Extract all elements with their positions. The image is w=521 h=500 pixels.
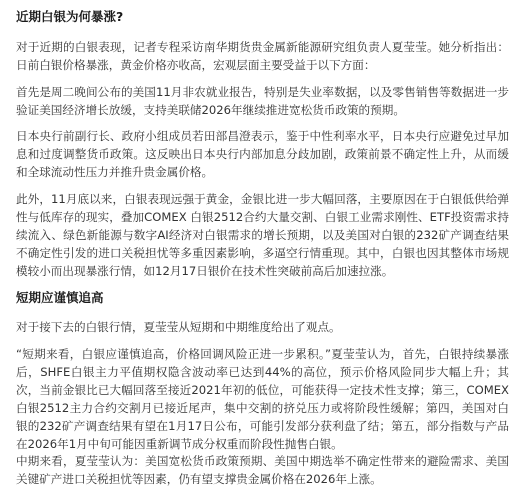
paragraph-mid-term: 中期来看，夏莹莹认为：美国宽松货币政策预期、美国中期选举不确定性带来的避险需求、美国关键矿产进口关税担忧等因素，仍有望支撑贵金属价格在2026年上涨。 — [16, 454, 509, 486]
paragraph-silver-vs-gold: 此外，11月底以来，白银表现远强于黄金，金银比进一步大幅回落，主要原因在于白银低供给弹性与低库存的现实，叠加COMEX 白银2512合约大量交割、白银工业需求刚性、ETF投资需求持续流入、绿色新能源与数字AI经济对白银需求的增长预期，以及美国对白银的232矿产调查结果不确定性引发的进口关税担忧等多重因素影响，多逼空行情重现。其中，白银也因其整体市场规模较小而出现暴涨行情，如12月17日银价在技术性突破前高后加速拉涨。 — [16, 192, 509, 278]
section-heading-short-term-caution: 短期应谨慎追高 — [16, 290, 104, 305]
paragraph-outlook-intro: 对于接下去的白银行情，夏莹莹从短期和中期维度给出了观点。 — [16, 320, 341, 334]
paragraph-us-data: 首先是周二晚间公布的美国11月非农就业报告，特别是失业率数据，以及零售销售等数据进一步验证美国经济增长放缓，支持美联储2026年继续推进宽松货币政策的预期。 — [16, 85, 509, 117]
paragraph-short-term: “短期来看，白银应谨慎追高，价格回调风险正进一步累积。”夏莹莹认为，首先，白银持续暴涨后，SHFE白银主力平值期权隐含波动率已达到44%的高位，预示价格风险同步大幅上升；其次，当前金银比已大幅回落至接近2021年初的低位，可能获得一定技术性支撑；第三，COMEX 白银2512主力合约交割月已接近尾声，集中交割的挤兑压力或将阶段性缓解；第四，美国对白银的232矿产调查结果有望在1月17日公布，可能引发部分获利盘了结；第五，部分指数与产品在2026年1月中旬可能因重新调节成分权重而阶段性抛售白银。 — [16, 347, 509, 451]
paragraph-intro: 对于近期的白银表现，记者专程采访南华期货贵金属新能源研究组负责人夏莹莹。她分析指出：日前白银价格暴涨，黄金价格亦收高，宏观层面主要受益于以下方面： — [16, 40, 509, 72]
section-heading-silver-surge: 近期白银为何暴涨? — [16, 9, 124, 24]
paragraph-boj: 日本央行前副行长、政府小组成员若田部昌澄表示，鉴于中性利率水平，日本央行应避免过早加息和过度调整货币政策。这反映出日本央行内部加息分歧加剧，政策前景不确定性上升，从而缓和全球流动性压力并推升贵金属价格。 — [16, 129, 509, 179]
